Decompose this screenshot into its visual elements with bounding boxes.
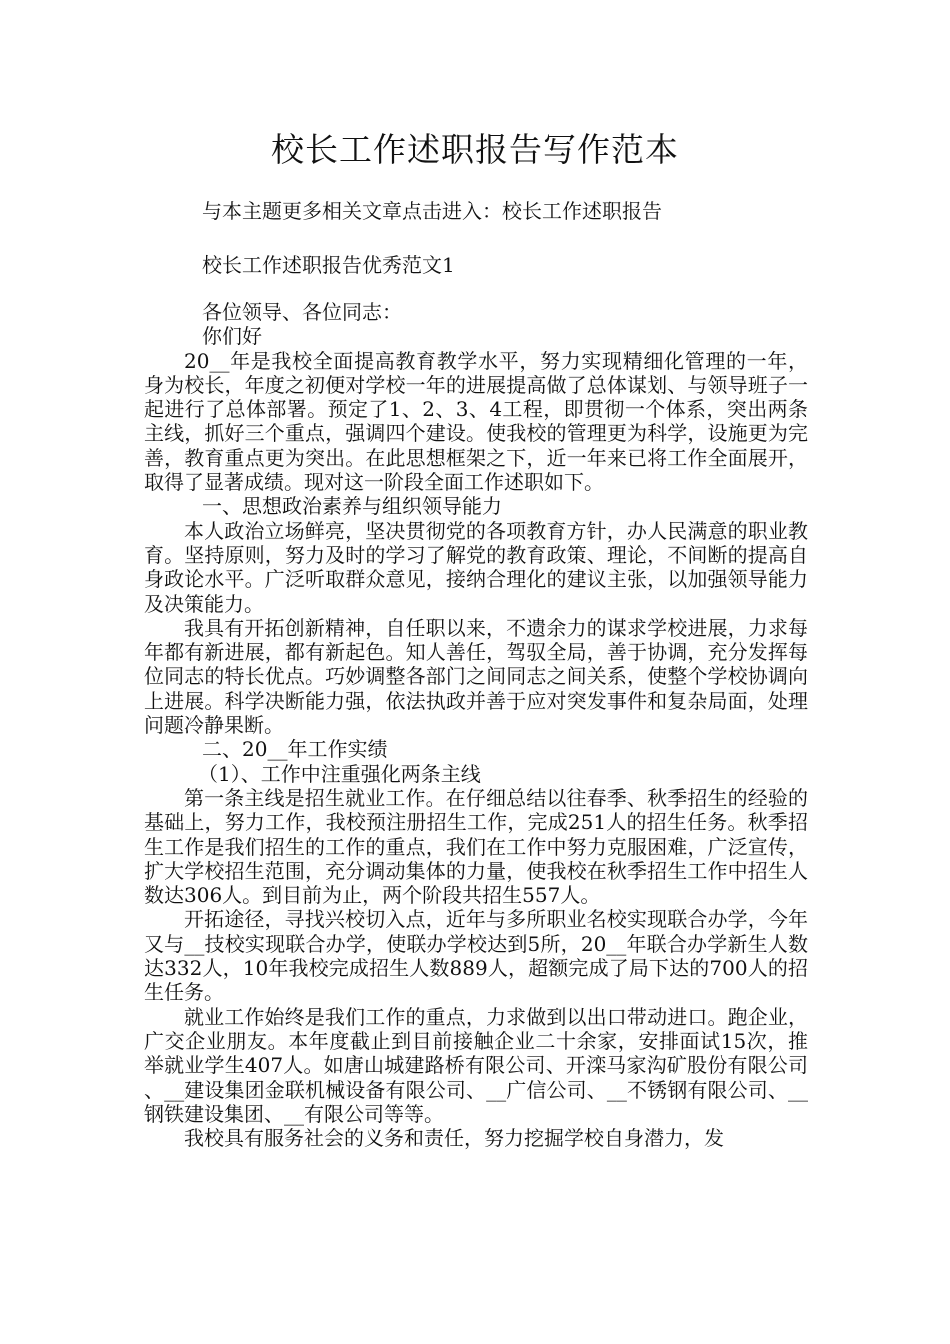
sample-subtitle-block — [144, 253, 808, 277]
body-paragraph: 我校具有服务社会的义务和责任，努力挖掘学校自身潜力，发 — [184, 1126, 724, 1151]
body-paragraph: 开拓途径，寻找兴校切入点，近年与多所职业名校实现联合办学，今年又与__技校实现联合办学，使联办学校达到5所，20__年联合办学新生人数达332人，10年我校完成招生人数889人，超额完成了局下达的700人的招生任务。 — [144, 907, 808, 1005]
body-paragraph: 就业工作始终是我们工作的重点，力求做到以出口带动进口。跑企业，广交企业朋友。本年度截止到目前接触企业二十余家，安排面试15次，推举就业学生407人。如唐山城建路桥有限公司、开滦马家沟矿股份有限公司、__建设集团金联机械设备有限公司、__广信公司、__不锈钢有限公司、__钢铁建设集团、__有限公司等等。 — [144, 1004, 808, 1126]
body-paragraph: 本人政治立场鲜亮，坚决贯彻党的各项教育方针，办人民满意的职业教育。坚持原则，努力及时的学习了解党的教育政策、理论，不间断的提高自身政论水平。广泛听取群众意见，接纳合理化的建议主张，以加强领导能力及决策能力。 — [144, 518, 808, 616]
sample-subtitle: 校长工作述职报告优秀范文1 — [202, 253, 455, 277]
subsection-heading: （1）、工作中注重强化两条主线 — [198, 761, 481, 786]
salutation: 各位领导、各位同志： — [202, 300, 402, 324]
section-heading: 二、20__年工作实绩 — [202, 737, 388, 762]
related-articles-link[interactable]: 与本主题更多相关文章点击进入：校长工作述职报告 — [202, 199, 662, 223]
report-body — [144, 300, 808, 1150]
body-paragraph: 我具有开拓创新精神，自任职以来，不遗余力的谋求学校进展，力求每年都有新进展，都有新起色。知人善任，驾驭全局，善于协调，充分发挥每位同志的特长优点。巧妙调整各部门之间同志之间关系，使整个学校协调向上进展。科学决断能力强，依法执政并善于应对突发事件和复杂局面，处理问题冷静果断。 — [144, 615, 808, 738]
section-heading: 一、思想政治素养与组织领导能力 — [202, 494, 502, 519]
document-title: 校长工作述职报告写作范本 — [271, 130, 679, 169]
related-articles-line — [144, 199, 808, 223]
body-paragraph: 第一条主线是招生就业工作。在仔细总结以往春季、秋季招生的经验的基础上，努力工作，我校预注册招生工作，完成251人的招生任务。秋季招生工作是我们招生的工作的重点，我们在工作中努力克服困难，广泛宣传，扩大学校招生范围，充分调动集体的力量，使我校在秋季招生工作中招生人数达306人。到目前为止，两个阶段共招生557人。 — [144, 785, 808, 908]
greeting: 你们好 — [202, 324, 262, 349]
body-paragraph: 20__年是我校全面提高教育教学水平，努力实现精细化管理的一年，身为校长，年度之初便对学校一年的进展提高做了总体谋划、与领导班子一起进行了总体部署。预定了1、2、3、4工程，即贯彻一个体系，突出两条主线，抓好三个重点，强调四个建设。使我校的管理更为科学，设施更为完善，教育重点更为突出。在此思想框架之下，近一年来已将工作全面展开，取得了显著成绩。现对这一阶段全面工作述职如下。 — [144, 348, 808, 495]
